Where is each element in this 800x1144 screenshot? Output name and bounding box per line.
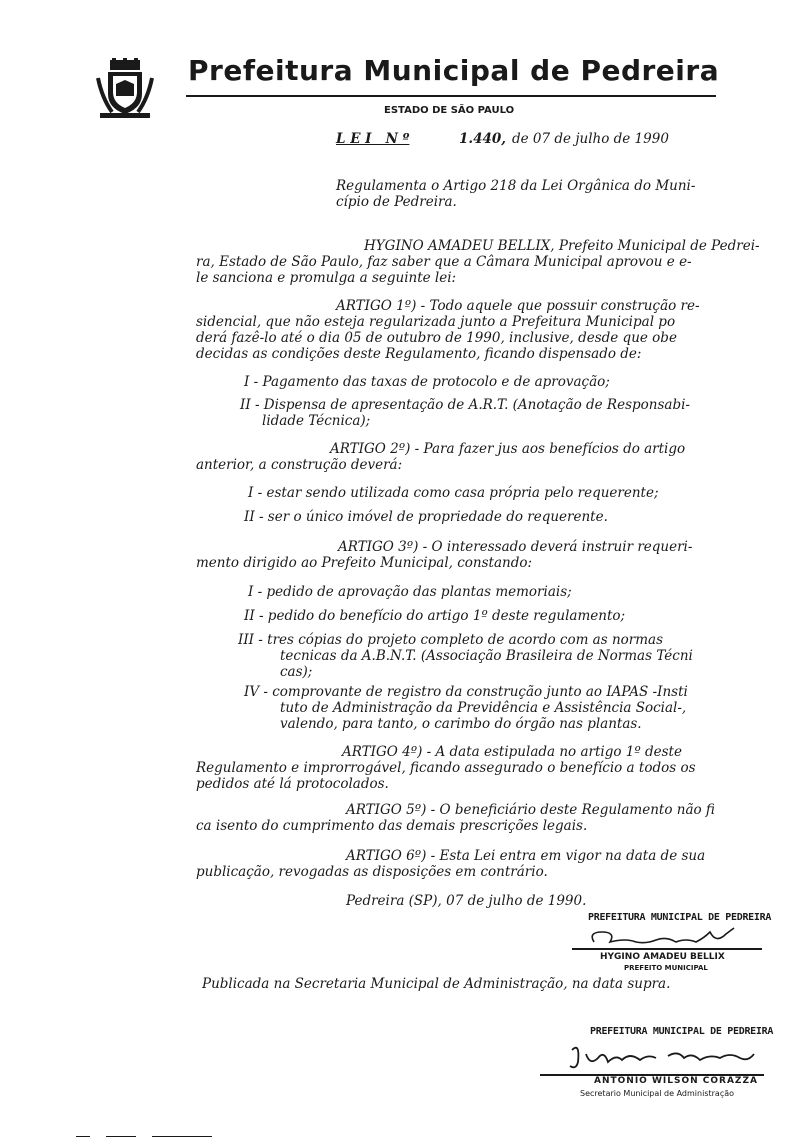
preamble-line: HYGINO AMADEU BELLIX, Prefeito Municipal de Pedrei- (364, 238, 760, 254)
preamble-line: ra, Estado de São Paulo, faz saber que a Câmara Municipal aprovou e e- (196, 254, 692, 270)
art1-line: sidencial, que não esteja regularizada junto a Prefeitura Municipal po (196, 314, 676, 330)
art1-item: lidade Técnica); (262, 413, 371, 429)
signature-mayor-icon (586, 924, 746, 950)
art4-line: ARTIGO 4º) - A data estipulada no artigo 1º deste (342, 744, 682, 760)
scan-artifact (76, 1136, 90, 1137)
ementa-line: cípio de Pedreira. (336, 194, 457, 210)
art3-item: tuto de Administração da Previdência e Assistência Social-, (280, 700, 687, 716)
publication-note: Publicada na Secretaria Municipal de Administração, na data supra. (202, 976, 671, 992)
art1-line: decidas as condições deste Regulamento, ficando dispensado de: (196, 346, 642, 362)
coat-of-arms-icon (96, 58, 154, 120)
page-title: Prefeitura Municipal de Pedreira (188, 54, 720, 87)
law-label: L E I N º (336, 131, 410, 147)
stamp2-org: PREFEITURA MUNICIPAL DE PEDREIRA (590, 1026, 774, 1037)
stamp1-role: PREFEITO MUNICIPAL (624, 964, 708, 972)
stamp1-name: HYGINO AMADEU BELLIX (600, 952, 725, 962)
art3-item: cas); (280, 664, 313, 680)
art1-line: ARTIGO 1º) - Todo aquele que possuir construção re- (336, 298, 700, 314)
closing-date: Pedreira (SP), 07 de julho de 1990. (346, 893, 587, 909)
art3-item: III - tres cópias do projeto completo de acordo com as normas (238, 632, 664, 648)
law-date: de 07 de julho de 1990 (512, 131, 669, 147)
art2-line: ARTIGO 2º) - Para fazer jus aos benefícios do artigo (330, 441, 686, 457)
stamp2-role: Secretario Municipal de Administração (580, 1089, 735, 1098)
art6-line: ARTIGO 6º) - Esta Lei entra em vigor na data de sua (346, 848, 706, 864)
page-subtitle: ESTADO DE SÃO PAULO (384, 105, 515, 116)
stamp1-rule (572, 948, 762, 950)
art3-item: I - pedido de aprovação das plantas memoriais; (248, 584, 572, 600)
scan-artifact (152, 1136, 212, 1137)
art3-item: IV - comprovante de registro da construção junto ao IAPAS -Insti (244, 684, 688, 700)
signature-secretary-icon (560, 1040, 760, 1074)
art2-line: anterior, a construção deverá: (196, 457, 403, 473)
art2-item: II - ser o único imóvel de propriedade do requerente. (244, 509, 608, 525)
art1-item: I - Pagamento das taxas de protocolo e de aprovação; (244, 374, 610, 390)
preamble-line: le sanciona e promulga a seguinte lei: (196, 270, 457, 286)
stamp2-name: ANTONIO WILSON CORAZZA (594, 1076, 758, 1086)
art5-line: ARTIGO 5º) - O beneficiário deste Regulamento não fi (346, 802, 715, 818)
art3-line: ARTIGO 3º) - O interessado deverá instruir requeri- (338, 539, 693, 555)
stamp1-org: PREFEITURA MUNICIPAL DE PEDREIRA (588, 912, 772, 923)
art5-line: ca isento do cumprimento das demais prescrições legais. (196, 818, 588, 834)
art2-item: I - estar sendo utilizada como casa própria pelo requerente; (248, 485, 659, 501)
scan-artifact (106, 1136, 136, 1137)
art1-item: II - Dispensa de apresentação de A.R.T. (Anotação de Responsabi- (240, 397, 690, 413)
art4-line: pedidos até lá protocolados. (196, 776, 389, 792)
art3-item: valendo, para tanto, o carimbo do órgão nas plantas. (280, 716, 642, 732)
art3-item: II - pedido do benefício do artigo 1º deste regulamento; (244, 608, 626, 624)
art3-line: mento dirigido ao Prefeito Municipal, constando: (196, 555, 533, 571)
art4-line: Regulamento e improrrogável, ficando assegurado o benefício a todos os (196, 760, 696, 776)
art6-line: publicação, revogadas as disposições em contrário. (196, 864, 548, 880)
ementa-line: Regulamenta o Artigo 218 da Lei Orgânica do Muni- (336, 178, 696, 194)
art3-item: tecnicas da A.B.N.T. (Associação Brasileira de Normas Técni (280, 648, 693, 664)
art1-line: derá fazê-lo até o dia 05 de outubro de 1990, inclusive, desde que obe (196, 330, 677, 346)
header-rule (186, 95, 716, 97)
law-number: 1.440, (459, 131, 506, 147)
